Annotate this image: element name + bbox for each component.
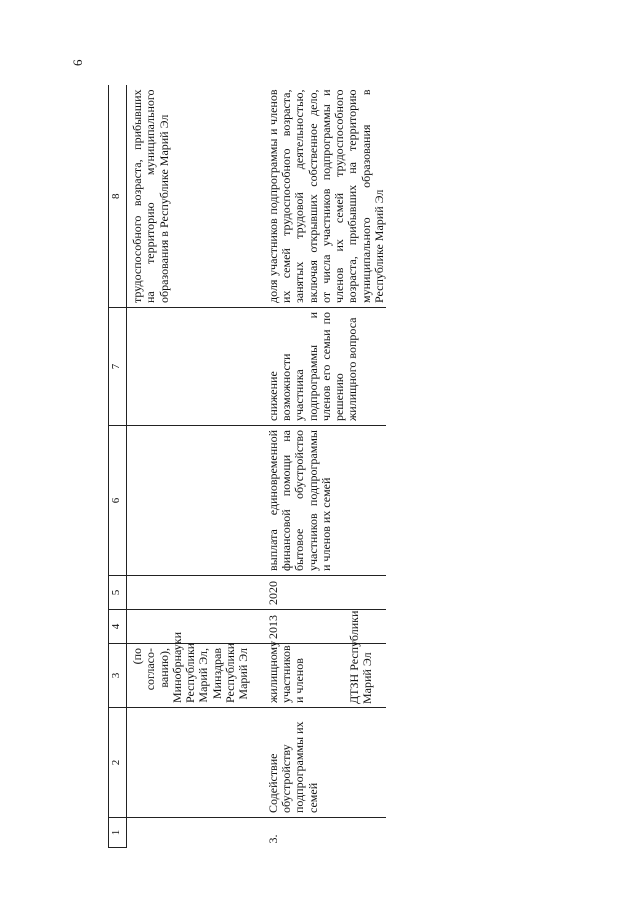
cell-end-empty [127, 576, 251, 610]
column-header-4: 4 [109, 610, 127, 644]
column-header-5: 5 [109, 576, 127, 610]
cell-num: 3. [265, 834, 280, 844]
cell-executor-row3: ДТЗН Республики Марий Эл [347, 610, 375, 704]
cell-consequence: снижение возможности участника подпрограммы и членов его семьи по решению жилищного вопроса [263, 308, 387, 426]
cell-result-empty [127, 426, 251, 576]
page-number: 6 [70, 59, 85, 66]
column-header-3: 3 [109, 644, 127, 708]
table-row-continuation [127, 86, 251, 848]
cell-indicator: доля участников подпрограммы и членов их семей трудоспособного возраста, занятых трудовой деятельностью, включая открывших собственное дело, от числа участников подпрограммы и членов их семей трудоспособного возраста, прибывших на территорию муниципального образования в Республике Марий Эл [263, 86, 387, 308]
cell-num-empty [127, 818, 251, 848]
cell-consequence-empty [127, 308, 251, 426]
cell-measure [263, 708, 387, 818]
rotated-table-sheet [108, 86, 548, 848]
cell-indicator: трудоспособного возраста, прибывших на территорию муниципального образования в Республике Марий Эл [127, 86, 251, 308]
cell-measure-empty [127, 708, 251, 818]
cell-executor: (по согласо-ванию), Минобрнауки Республики Марий Эл, Минздрав Республики Марий Эл [127, 644, 251, 708]
cell-result: выплата единовременной финансовой помощи на бытовое обустройство участников подпрограммы и членов их семей [263, 426, 387, 576]
column-header-8: 8 [109, 86, 127, 308]
column-header-6: 6 [109, 426, 127, 576]
cell-start-empty [127, 610, 251, 644]
column-header-2: 2 [109, 708, 127, 818]
cell-start-year: 2013 [263, 610, 387, 644]
program-table [108, 86, 386, 849]
column-number-row [109, 86, 127, 848]
cell-measure-text-b: жилищному участников и членов [265, 640, 307, 703]
table-row-3 [263, 86, 387, 848]
column-header-7: 7 [109, 308, 127, 426]
column-header-1: 1 [109, 818, 127, 848]
cell-end-year: 2020 [263, 576, 387, 610]
cell-measure-text-a: Содействие обустройству подпрограммы их семей [265, 721, 320, 813]
